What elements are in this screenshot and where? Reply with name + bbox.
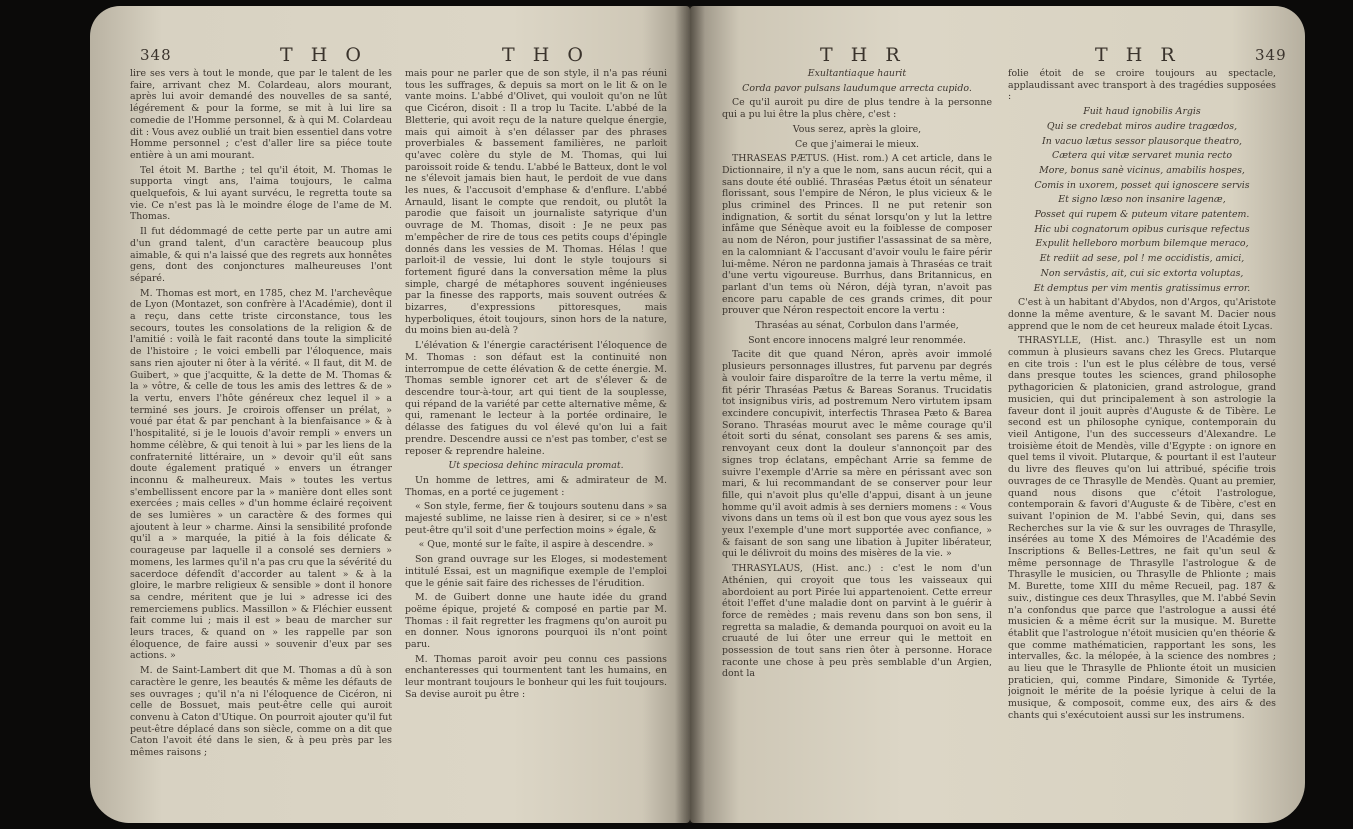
paragraph: Tel étoit M. Barthe ; tel qu'il étoit, M. Thomas le supporta vingt ans, l'aima toujours, le calma quelquefois, & lui ayant survécu, le regretta toute sa vie. Ce n'est pas là le moindre éloge de l'ame de M. Thomas. <box>130 164 392 223</box>
verse-line: Corda pavor pulsans laudumque arrecta cupido. <box>742 82 972 94</box>
left-column-2 <box>405 68 667 803</box>
verse-line: Ce que j'aimerai le mieux. <box>794 138 920 150</box>
paragraph: lire ses vers à tout le monde, que par le talent de les faire, arrivant chez M. Colardeau, alors mourant, après lui avoir demandé des nouvelles de sa santé, légérement & pour la forme, se mit à lui lire sa comedie de l'Homme personnel, & à qui M. Colardeau dit : Vous avez oublié un trait bien essentiel dans votre Homme personnel ; c'est d'aller lire sa piéce toute entière à un ami mourant. <box>130 68 392 161</box>
paragraph: THRASYLLE, (Hist. anc.) Thrasylle est un nom commun à plusieurs savans chez les Grecs. Plutarque en cite trois : l'un est le plus célèbre de tous, versé dans presque toutes les sciences, grand philosophe pythagoricien & platonicien, grand astrologue, grand musicien, qui dut principalement à son astrologie la faveur dont il jouit auprès d'Auguste & de Tibère. Le second est un philosophe cynique, contemporain du vieil Antigone, l'un des successeurs d'Alexandre. Le troisième étoit de Mendès, ville d'Egypte : on ignore en quel tems il vivoit. Plutarque, & pourtant il est l'auteur du livre des fleuves qu'on lui attribué, spécifie trois ouvrages de ce Thrasylle de Mendès. Quant au premier, quand nous disons que c'étoit l'astrologue, contemporain & favori d'Auguste & de Tibère, c'est en suivant l'opinion de M. l'abbé Sevin, qui, dans ses Recherches sur la vie & sur les ouvrages de Thrasylle, insérées au tome X des Mémoires de l'Académie des Inscriptions & Belles-Lettres, ne fait qu'un seul & même personnage de Thrasylle l'astrologue & de Thrasylle le musicien, ou Thrasylle de Phlionte ; mais M. Burette, tome XIII du même Recueil, pag. 187 & suiv., distingue ces deux Thrasylles, que M. l'abbé Sevin n'a confondus que parce que l'astrologue a aussi été musicien & a même écrit sur la musique. M. Burette établit que l'astrologue n'étoit musicien qu'en théorie & que comme mathématicien, rapportant les sons, les intervalles, &c. la mélopée, à la science des nombres ; au lieu que le Thrasylle de Phlionte étoit un musicien praticien, qui, comme Pindare, Simonide & Tyrtée, joignoit le mérite de la poésie lyrique à celui de la musique, & composoit, comme eux, des airs & des chants qui s'exécutoient aussi sur les instrumens. <box>1008 335 1276 721</box>
left-column-1 <box>130 68 392 803</box>
verse-line: « Que, monté sur le faîte, il aspire à descendre. » <box>418 539 654 551</box>
left-running-head-2: T H O <box>502 44 589 66</box>
verse-line: Et demptus per vim mentis gratissimus error. <box>1033 282 1251 294</box>
paragraph: M. Thomas est mort, en 1785, chez M. l'archevêque de Lyon (Montazet, son confrère à l'Académie), dont il a reçu, dans cette triste circonstance, tous les secours, toutes les consolations de la religion & de l'amitié : voilà le fait raconté dans toute la simplicité de l'histoire ; le voici embelli par l'éloquence, mais sans rien ajouter ni ôter à la vérité. « Il faut, dit M. de Guibert, » que j'acquitte, & la dette de M. Thomas & la » vôtre, & celle de tous les amis des lettres & de » la vertu, envers l'hôte généreux chez lequel il » a terminé ses jours. Je croirois offenser un prélat, » voué par état & par penchant à la bienfaisance » & à l'hospitalité, si je le louois d'avoir rempli » envers un homme célèbre, & qui tenoit à lui » par les liens de la confraternité littéraire, un » devoir qu'il eût sans doute également pratiqué » envers un étranger inconnu & malheureux. Mais » toutes les vertus s'embellissent encore par la » manière dont elles sont exercées ; mais celles » d'un homme éclairé reçoivent de ses lumières » un caractère & des formes qui ajoutent à leur » charme. Ainsi la sensibilité profonde qu'il a » marquée, la pitié à la fois délicate & courageuse par laquelle il a consolé ses derniers » momens, les larmes qu'il n'a pas cru que la sévérité du sacerdoce défendît d'accorder au talent » & à la gloire, le marbre religieux & sensible » dont il honore sa cendre, méritent que je lui » adresse ici des remerciemens publics. Massillon » & Fléchier eussent fait comme lui ; mais il est » beau de marcher sur leurs traces, & quand on » les rappelle par son éloquence, de faire aussi » souvenir d'eux par ses actions. » <box>130 287 392 662</box>
left-running-head-1: T H O <box>280 44 367 66</box>
right-column-1 <box>722 68 992 803</box>
right-page <box>690 6 1305 823</box>
right-running-head-1: T H R <box>820 44 906 66</box>
paragraph: M. de Guibert donne une haute idée du grand poëme épique, projeté & composé en partie par M. Thomas : il fait regretter les fragmens qu'on auroit pu en donner. Nous ignorons pourquoi ils n'ont point paru. <box>405 592 667 651</box>
verse-line: More, bonus sanè vicinus, amabilis hospes, <box>1039 164 1245 176</box>
right-column-2 <box>1008 68 1276 803</box>
verse-line: Qui se credebat miros audire tragœdos, <box>1046 120 1238 132</box>
verse-line: Et signo læso non insanire lagenæ, <box>1058 194 1226 206</box>
left-page <box>90 6 690 823</box>
verse-line: Exultantiaque haurit <box>807 68 907 79</box>
verse-line: Posset qui rupem & puteum vitare patentem. <box>1034 209 1250 221</box>
paragraph: folie étoit de se croire toujours au spectacle, applaudissant avec transport à des tragédies supposées : <box>1008 68 1276 103</box>
paragraph: L'élévation & l'énergie caractérisent l'éloquence de M. Thomas : son défaut est la continuité non interrompue de cette élévation & de cette énergie. M. Thomas semble ignorer cet art de s'élever & de descendre tour-à-tour, art qui tient de la souplesse, qui répand de la variété par cette alternative même, & qui, ramenant le lecteur à la portée ordinaire, le délasse des fatigues du vol élevé qu'on lui a fait prendre. Descendre aussi ce n'est pas tomber, c'est se reposer & reprendre haleine. <box>405 340 667 457</box>
paragraph: THRASYLAUS, (Hist. anc.) : c'est le nom d'un Athénien, qui croyoit que tous les vaisseaux qui abordoient au port Pirée lui appartenoient. Cette erreur étoit l'effet d'une maladie dont on parvint à le guérir à force de remèdes ; mais revenu dans son bon sens, il regretta sa maladie, & demanda pourquoi on avoit eu la cruauté de lui ôter une erreur qui le mettoit en possession de tout sans rien ôter à personne. Horace raconte une chose à peu près semblable d'un Argien, dont la <box>722 563 992 680</box>
left-page-number: 348 <box>140 46 172 64</box>
verse-line: Hic ubi cognatorum opibus curisque refectus <box>1034 223 1250 235</box>
verse-line: Et rediit ad sese, pol ! me occidistis, amici, <box>1039 253 1245 265</box>
open-book <box>90 6 1305 823</box>
right-page-number: 349 <box>1255 46 1287 64</box>
verse-line: Sont encore innocens malgré leur renommée. <box>748 334 966 346</box>
verse-line: Cætera qui vitæ servaret munia recto <box>1052 150 1232 162</box>
verse-line: Vous serez, après la gloire, <box>792 123 922 135</box>
paragraph: Son grand ouvrage sur les Eloges, si modestement intitulé Essai, est un magnifique exemple de l'emploi que le génie sait faire des richesses de l'érudition. <box>405 554 667 589</box>
verse-line: Expulit helleboro morbum bilemque meraco, <box>1035 238 1249 250</box>
paragraph: Un homme de lettres, ami & admirateur de M. Thomas, en a porté ce jugement : <box>405 474 667 498</box>
verse-line: In vacuo lætus sessor plausorque theatro, <box>1042 135 1242 147</box>
paragraph: « Son style, ferme, fier & toujours soutenu dans » sa majesté sublime, ne laisse rien à desirer, si ce » n'est peut-être qu'il soit d'une perfection moins » égale, & <box>405 501 667 536</box>
paragraph: M. Thomas paroit avoir peu connu ces passions enchanteresses qui tourmentent tant les humains, en leur montrant toujours le bonheur qui les fuit toujours. Sa devise auroit pu être : <box>405 653 667 700</box>
verse-line: Comis in uxorem, posset qui ignoscere servis <box>1034 179 1250 191</box>
paragraph: mais pour ne parler que de son style, il n'a pas réuni tous les suffrages, & depuis sa mort on le lit & on le vante moins. L'abbé d'Olivet, qui vouloit qu'on ne lût que Cicéron, disoit : Il a trop lu Tacite. L'abbé de la Bletterie, qui avoit reçu de la nature quelque énergie, mais qui aimoit à s'en délasser par des phrases proverbiales & bassement familières, ne parloit qu'avec colère du style de M. Thomas, qui lui paroissoit roide & tendu. L'abbé le Batteux, dont le vol ne s'élevoit jamais bien haut, le perdoit de vue dans les nues, & l'accusoit d'emphase & d'enflure. L'abbé Arnauld, lisant le compte que rendoit, ou plutôt la parodie que faisoit un journaliste satyrique d'un ouvrage de M. Thomas, disoit : Je ne peux pas m'empêcher de rire de tous ces petits coups d'épingle donnés dans les vessies de M. Thomas. Hélas ! que parloit-il de vessie, lui dont le style toujours si fortement figuré dans la conversation même la plus simple, chargé de métaphores souvent ingénieuses par la finesse des rapports, mais souvent outrées & bizarres, d'expressions pittoresques, mais hyperboliques, étoit toujours, sinon hors de la nature, du moins bien au-delà ? <box>405 68 667 337</box>
paragraph: C'est à un habitant d'Abydos, non d'Argos, qu'Aristote donne la même aventure, & le savant M. Dacier nous apprend que le nom de cet heureux malade étoit Lycas. <box>1008 297 1276 332</box>
verse-line: Non servâstis, ait, cui sic extorta voluptas, <box>1040 267 1244 279</box>
paragraph: Tacite dit que quand Néron, après avoir immolé plusieurs personnages illustres, fut parvenu par degrés à vouloir faire disparoître de la terre la vertu même, il fit périr Thraséas Pætus & Bareas Soranus. Trucidatis tot insignibus viris, ad postremum Nero virtutem ipsam excindere concupivit, interfectis Thrasea Pæto & Barea Sorano. Thraséas mourut avec le même courage qu'il étoit sorti du sénat, consolant ses parens & ses amis, renvoyant ceux dont la douleur s'annonçoit par des signes trop éclatans, empêchant Arrie sa femme de suivre l'exemple d'Arrie sa mère en périssant avec son mari, & lui recommandant de se conserver pour leur fille, qui n'avoit plus qu'elle d'appui, disant à un jeune homme qu'il avoit admis à ses derniers momens : « Vous vivons dans un tems où il est bon que vous ayez sous les yeux l'exemple d'une mort supportée avec confiance, » & faisant de son sang une libation à Jupiter libérateur, qui le délivroit du moins des misères de la vie. » <box>722 349 992 560</box>
paragraph: Ce qu'il auroit pu dire de plus tendre à la personne qui a pu lui être la plus chère, c'est : <box>722 97 992 121</box>
paragraph: Il fut dédommagé de cette perte par un autre ami d'un grand talent, d'un caractère beaucoup plus aimable, & qui n'a laissé que des regrets aux honnêtes gens, dont des conjonctures malheureuses l'ont séparé. <box>130 226 392 284</box>
latin-quote: Ut speciosa dehinc miracula promat. <box>448 460 624 472</box>
right-running-head-2: T H R <box>1095 44 1181 66</box>
verse-line: Thraséas au sénat, Corbulon dans l'armée, <box>755 320 959 332</box>
paragraph: M. de Saint-Lambert dit que M. Thomas a dû à son caractère le genre, les beautés & même les défauts de ses ouvrages ; qu'il n'a ni l'éloquence de Cicéron, ni celle de Bossuet, mais peut-être celle qui auroit convenu à Caton d'Utique. On pourroit ajouter qu'il fut peut-être déplacé dans son siècle, comme on a dit que Caton l'avoit été dans le sien, & à peu près par les mêmes raisons ; <box>130 665 392 759</box>
verse-line: Fuit haud ignobilis Argis <box>1083 106 1201 118</box>
paragraph: THRASEAS PÆTUS. (Hist. rom.) A cet article, dans le Dictionnaire, il n'y a que le nom, sans aucun récit, qui a sans doute été oublié. Thraséas Pætus étoit un sénateur florissant, sous l'empire de Néron, le plus vicieux & le plus criminel des Princes. Il ne put retenir son indignation, & sortit du sénat lorsqu'on y lut la lettre infâme que Sénèque avoit eu la foiblesse de composer au nom de Néron, pour justifier l'assassinat de sa mère, en la calomniant & l'accusant d'avoir voulu le faire périr lui-même. Néron ne pardonna jamais à Thraséas ce trait d'une vertu vigoureuse. Burrhus, dans Britannicus, en parlant d'un tems où Néron, déjà tyran, n'avoit pas encore paru capable de ces grands crimes, dit pour prouver que Néron respectoit encore la vertu : <box>722 153 992 317</box>
